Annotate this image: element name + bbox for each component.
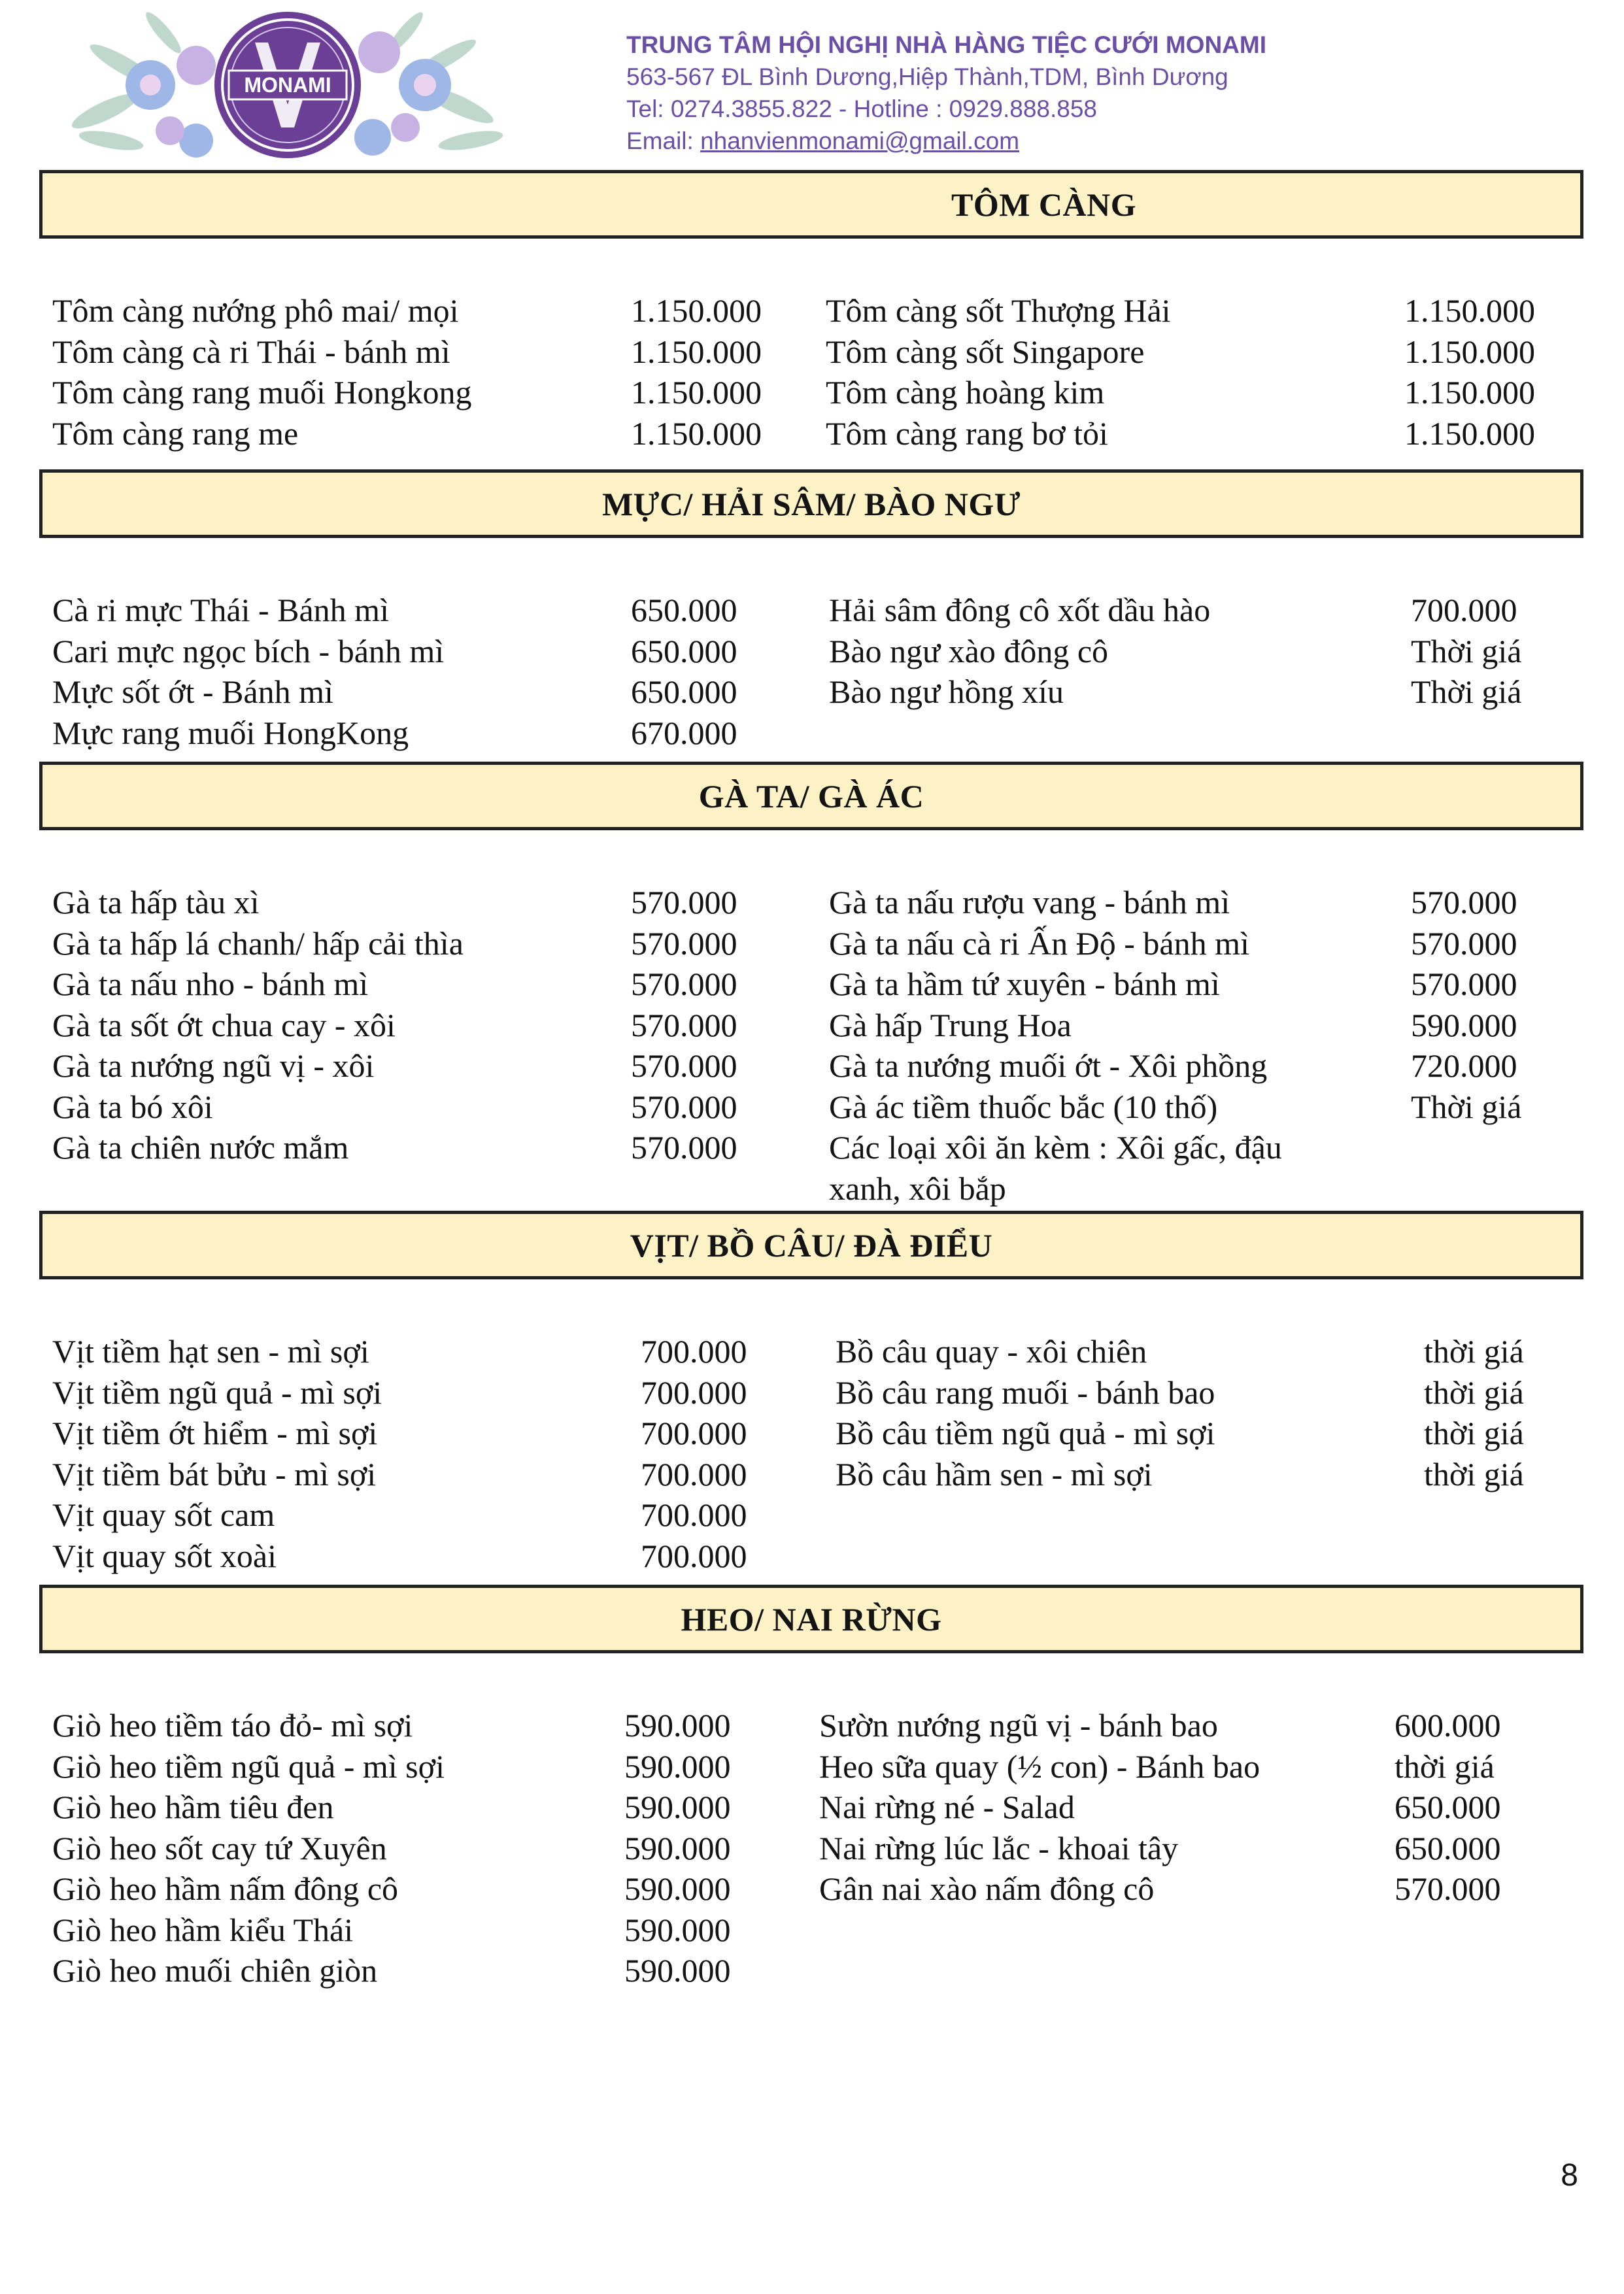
address: 563-567 ĐL Bình Dương,Hiệp Thành,TDM, Bình Dương xyxy=(626,63,1228,90)
menu-item-price: thời giá xyxy=(1424,1374,1524,1411)
menu-item-price: 1.150.000 xyxy=(1404,333,1535,370)
menu-item-name: Bồ câu hầm sen - mì sợi xyxy=(836,1455,1153,1493)
menu-item-name: Sườn nướng ngũ vị - bánh bao xyxy=(819,1707,1218,1744)
menu-item-price: 1.150.000 xyxy=(631,374,762,411)
menu-item-name: Tôm càng rang me xyxy=(52,414,299,452)
menu-item-name: Gà ta nấu cà ri Ấn Độ - bánh mì xyxy=(829,924,1249,962)
section-header xyxy=(39,170,1583,239)
menu-item-price: 570.000 xyxy=(1411,884,1517,920)
menu-item-name: Vịt quay sốt xoài xyxy=(52,1537,277,1574)
letterhead xyxy=(0,0,1624,170)
menu-item-name: Bào ngư hồng xíu xyxy=(829,673,1064,710)
menu-item-name: Gà ta nấu rượu vang - bánh mì xyxy=(829,884,1230,920)
menu-item-name: Cà ri mực Thái - Bánh mì xyxy=(52,592,389,628)
menu-item-price: 590.000 xyxy=(1411,1006,1517,1043)
menu-item-price: 720.000 xyxy=(1411,1047,1517,1084)
menu-item-name: Gà ta chiên nước mắm xyxy=(52,1129,349,1166)
menu-item-name: Giò heo hầm tiêu đen xyxy=(52,1789,334,1825)
menu-item-price: 570.000 xyxy=(631,1006,737,1043)
monami-floral-logo xyxy=(65,7,510,163)
menu-item-name: Vịt quay sốt cam xyxy=(52,1496,275,1533)
menu-item-price: 650.000 xyxy=(1395,1829,1501,1866)
menu-item-name: Tôm càng cà ri Thái - bánh mì xyxy=(52,333,450,370)
menu-item-price: thời giá xyxy=(1424,1455,1524,1493)
section-title: GÀ TA/ GÀ ÁC xyxy=(698,777,924,815)
menu-item-price: 700.000 xyxy=(1411,592,1517,628)
menu-item-name: Tôm càng nướng phô mai/ mọi xyxy=(52,292,459,329)
menu-item-price: Thời giá xyxy=(1411,673,1522,710)
menu-item-name: Các loại xôi ăn kèm : Xôi gấc, đậu xyxy=(829,1129,1282,1166)
menu-item-price: 1.150.000 xyxy=(1404,374,1535,411)
email-link[interactable]: nhanvienmonami@gmail.com xyxy=(700,127,1020,154)
menu-item-name: Vịt tiềm ớt hiểm - mì sợi xyxy=(52,1415,378,1451)
menu-item-name: Mực sốt ớt - Bánh mì xyxy=(52,673,333,710)
menu-item-name: Cari mực ngọc bích - bánh mì xyxy=(52,632,445,669)
menu-item-price: 590.000 xyxy=(624,1870,731,1907)
menu-item-name: Gà hấp Trung Hoa xyxy=(829,1006,1072,1043)
menu-item-price: 700.000 xyxy=(641,1333,747,1370)
menu-item-price: 590.000 xyxy=(624,1707,731,1744)
menu-item-price: thời giá xyxy=(1424,1333,1524,1370)
menu-item-name: Giò heo muối chiên giòn xyxy=(52,1952,378,1989)
menu-item-name: Giò heo tiềm ngũ quả - mì sợi xyxy=(52,1747,445,1785)
menu-item-price: Thời giá xyxy=(1411,1088,1522,1125)
menu-item-name: Gà ta hấp tàu xì xyxy=(52,884,260,920)
menu-item-price: 570.000 xyxy=(1411,924,1517,962)
menu-item-price: 650.000 xyxy=(1395,1789,1501,1825)
menu-item-price: 590.000 xyxy=(624,1747,731,1785)
company-name: TRUNG TÂM HỘI NGHỊ NHÀ HÀNG TIỆC CƯỚI MONAMI xyxy=(626,31,1266,58)
menu-item-name: Gà ta nướng muối ớt - Xôi phồng xyxy=(829,1047,1268,1084)
menu-item-name: Bồ câu rang muối - bánh bao xyxy=(836,1374,1215,1411)
menu-item-name: Mực rang muối HongKong xyxy=(52,714,409,751)
menu-item-price: 590.000 xyxy=(624,1829,731,1866)
menu-item-name: Vịt tiềm bát bửu - mì sợi xyxy=(52,1455,377,1493)
menu-item-name: Gà ta hầm tứ xuyên - bánh mì xyxy=(829,966,1220,1002)
menu-item-name: Heo sữa quay (½ con) - Bánh bao xyxy=(819,1747,1260,1785)
menu-item-price: 650.000 xyxy=(631,673,737,710)
menu-item-price: 590.000 xyxy=(624,1911,731,1948)
menu-item-price: 1.150.000 xyxy=(1404,414,1535,452)
section-header xyxy=(39,1585,1583,1653)
menu-item-name: Giò heo hầm nấm đông cô xyxy=(52,1870,399,1907)
menu-item-price: 670.000 xyxy=(631,714,737,751)
menu-item-name: Giò heo sốt cay tứ Xuyên xyxy=(52,1829,387,1866)
menu-item-name: Gân nai xào nấm đông cô xyxy=(819,1870,1155,1907)
page-number: 8 xyxy=(1561,2158,1578,2193)
section-title: MỰC/ HẢI SÂM/ BÀO NGƯ xyxy=(601,485,1021,522)
menu-item-name: Tôm càng sốt Singapore xyxy=(826,333,1145,370)
menu-item-price: 650.000 xyxy=(631,632,737,669)
menu-item-price: 1.150.000 xyxy=(631,292,762,329)
menu-item-price: 590.000 xyxy=(624,1789,731,1825)
menu-item-price: 570.000 xyxy=(631,966,737,1002)
menu-item-price: 650.000 xyxy=(631,592,737,628)
menu-item-price: 600.000 xyxy=(1395,1707,1501,1744)
menu-item-name: Gà ta nướng ngũ vị - xôi xyxy=(52,1047,375,1084)
menu-item-price: 570.000 xyxy=(631,1047,737,1084)
menu-item-name: Hải sâm đông cô xốt dầu hào xyxy=(829,592,1211,628)
menu-item-name: Gà ta nấu nho - bánh mì xyxy=(52,966,369,1002)
menu-item-price: 1.150.000 xyxy=(631,333,762,370)
contact-block xyxy=(626,29,1266,157)
menu-item-name: Tôm càng rang muối Hongkong xyxy=(52,374,472,411)
menu-item-name: Gà ác tiềm thuốc bắc (10 thố) xyxy=(829,1088,1218,1125)
menu-item-price: 700.000 xyxy=(641,1374,747,1411)
menu-item-price: 700.000 xyxy=(641,1537,747,1574)
menu-item-price: 570.000 xyxy=(631,924,737,962)
menu-item-price: thời giá xyxy=(1395,1747,1495,1785)
menu-item-price: 570.000 xyxy=(631,884,737,920)
menu-item-price: 700.000 xyxy=(641,1496,747,1533)
menu-item-name: Vịt tiềm ngũ quả - mì sợi xyxy=(52,1374,382,1411)
section-header xyxy=(39,1211,1583,1279)
menu-item-name: Giò heo hầm kiểu Thái xyxy=(52,1911,354,1948)
menu-item-name: Tôm càng rang bơ tỏi xyxy=(826,414,1108,452)
menu-item-price: Thời giá xyxy=(1411,632,1522,669)
menu-item-name: Tôm càng sốt Thượng Hải xyxy=(826,292,1171,329)
menu-item-name: Gà ta bó xôi xyxy=(52,1088,213,1125)
phone: Tel: 0274.3855.822 - Hotline : 0929.888.858 xyxy=(626,95,1098,122)
menu-item-price: 1.150.000 xyxy=(631,414,762,452)
menu-item-name: xanh, xôi bắp xyxy=(829,1170,1006,1207)
menu-item-name: Tôm càng hoàng kim xyxy=(826,374,1105,411)
menu-item-price: 570.000 xyxy=(1411,966,1517,1002)
email-label: Email: xyxy=(626,127,701,154)
menu-item-name: Giò heo tiềm táo đỏ- mì sợi xyxy=(52,1707,413,1744)
menu-item-price: 1.150.000 xyxy=(1404,292,1535,329)
menu-item-price: 700.000 xyxy=(641,1415,747,1451)
email-line xyxy=(626,125,1266,157)
menu-item-name: Gà ta sốt ớt chua cay - xôi xyxy=(52,1006,396,1043)
section-header xyxy=(39,762,1583,830)
menu-item-name: Nai rừng lúc lắc - khoai tây xyxy=(819,1829,1179,1866)
section-title: HEO/ NAI RỪNG xyxy=(681,1600,942,1638)
section-header xyxy=(39,469,1583,538)
menu-item-price: thời giá xyxy=(1424,1415,1524,1451)
menu-item-name: Vịt tiềm hạt sen - mì sợi xyxy=(52,1333,369,1370)
section-title: VỊT/ BỒ CÂU/ ĐÀ ĐIỂU xyxy=(630,1226,993,1264)
logo-text: MONAMI xyxy=(244,73,331,97)
menu-item-name: Nai rừng né - Salad xyxy=(819,1789,1075,1825)
menu-item-price: 570.000 xyxy=(1395,1870,1501,1907)
menu-item-name: Gà ta hấp lá chanh/ hấp cải thìa xyxy=(52,924,464,962)
menu-item-price: 570.000 xyxy=(631,1129,737,1166)
section-title: TÔM CÀNG xyxy=(951,186,1137,223)
menu-item-name: Bồ câu tiềm ngũ quả - mì sợi xyxy=(836,1415,1215,1451)
menu-item-name: Bào ngư xào đông cô xyxy=(829,632,1109,669)
menu-item-price: 570.000 xyxy=(631,1088,737,1125)
menu-item-name: Bồ câu quay - xôi chiên xyxy=(836,1333,1147,1370)
menu-item-price: 590.000 xyxy=(624,1952,731,1989)
menu-item-price: 700.000 xyxy=(641,1455,747,1493)
